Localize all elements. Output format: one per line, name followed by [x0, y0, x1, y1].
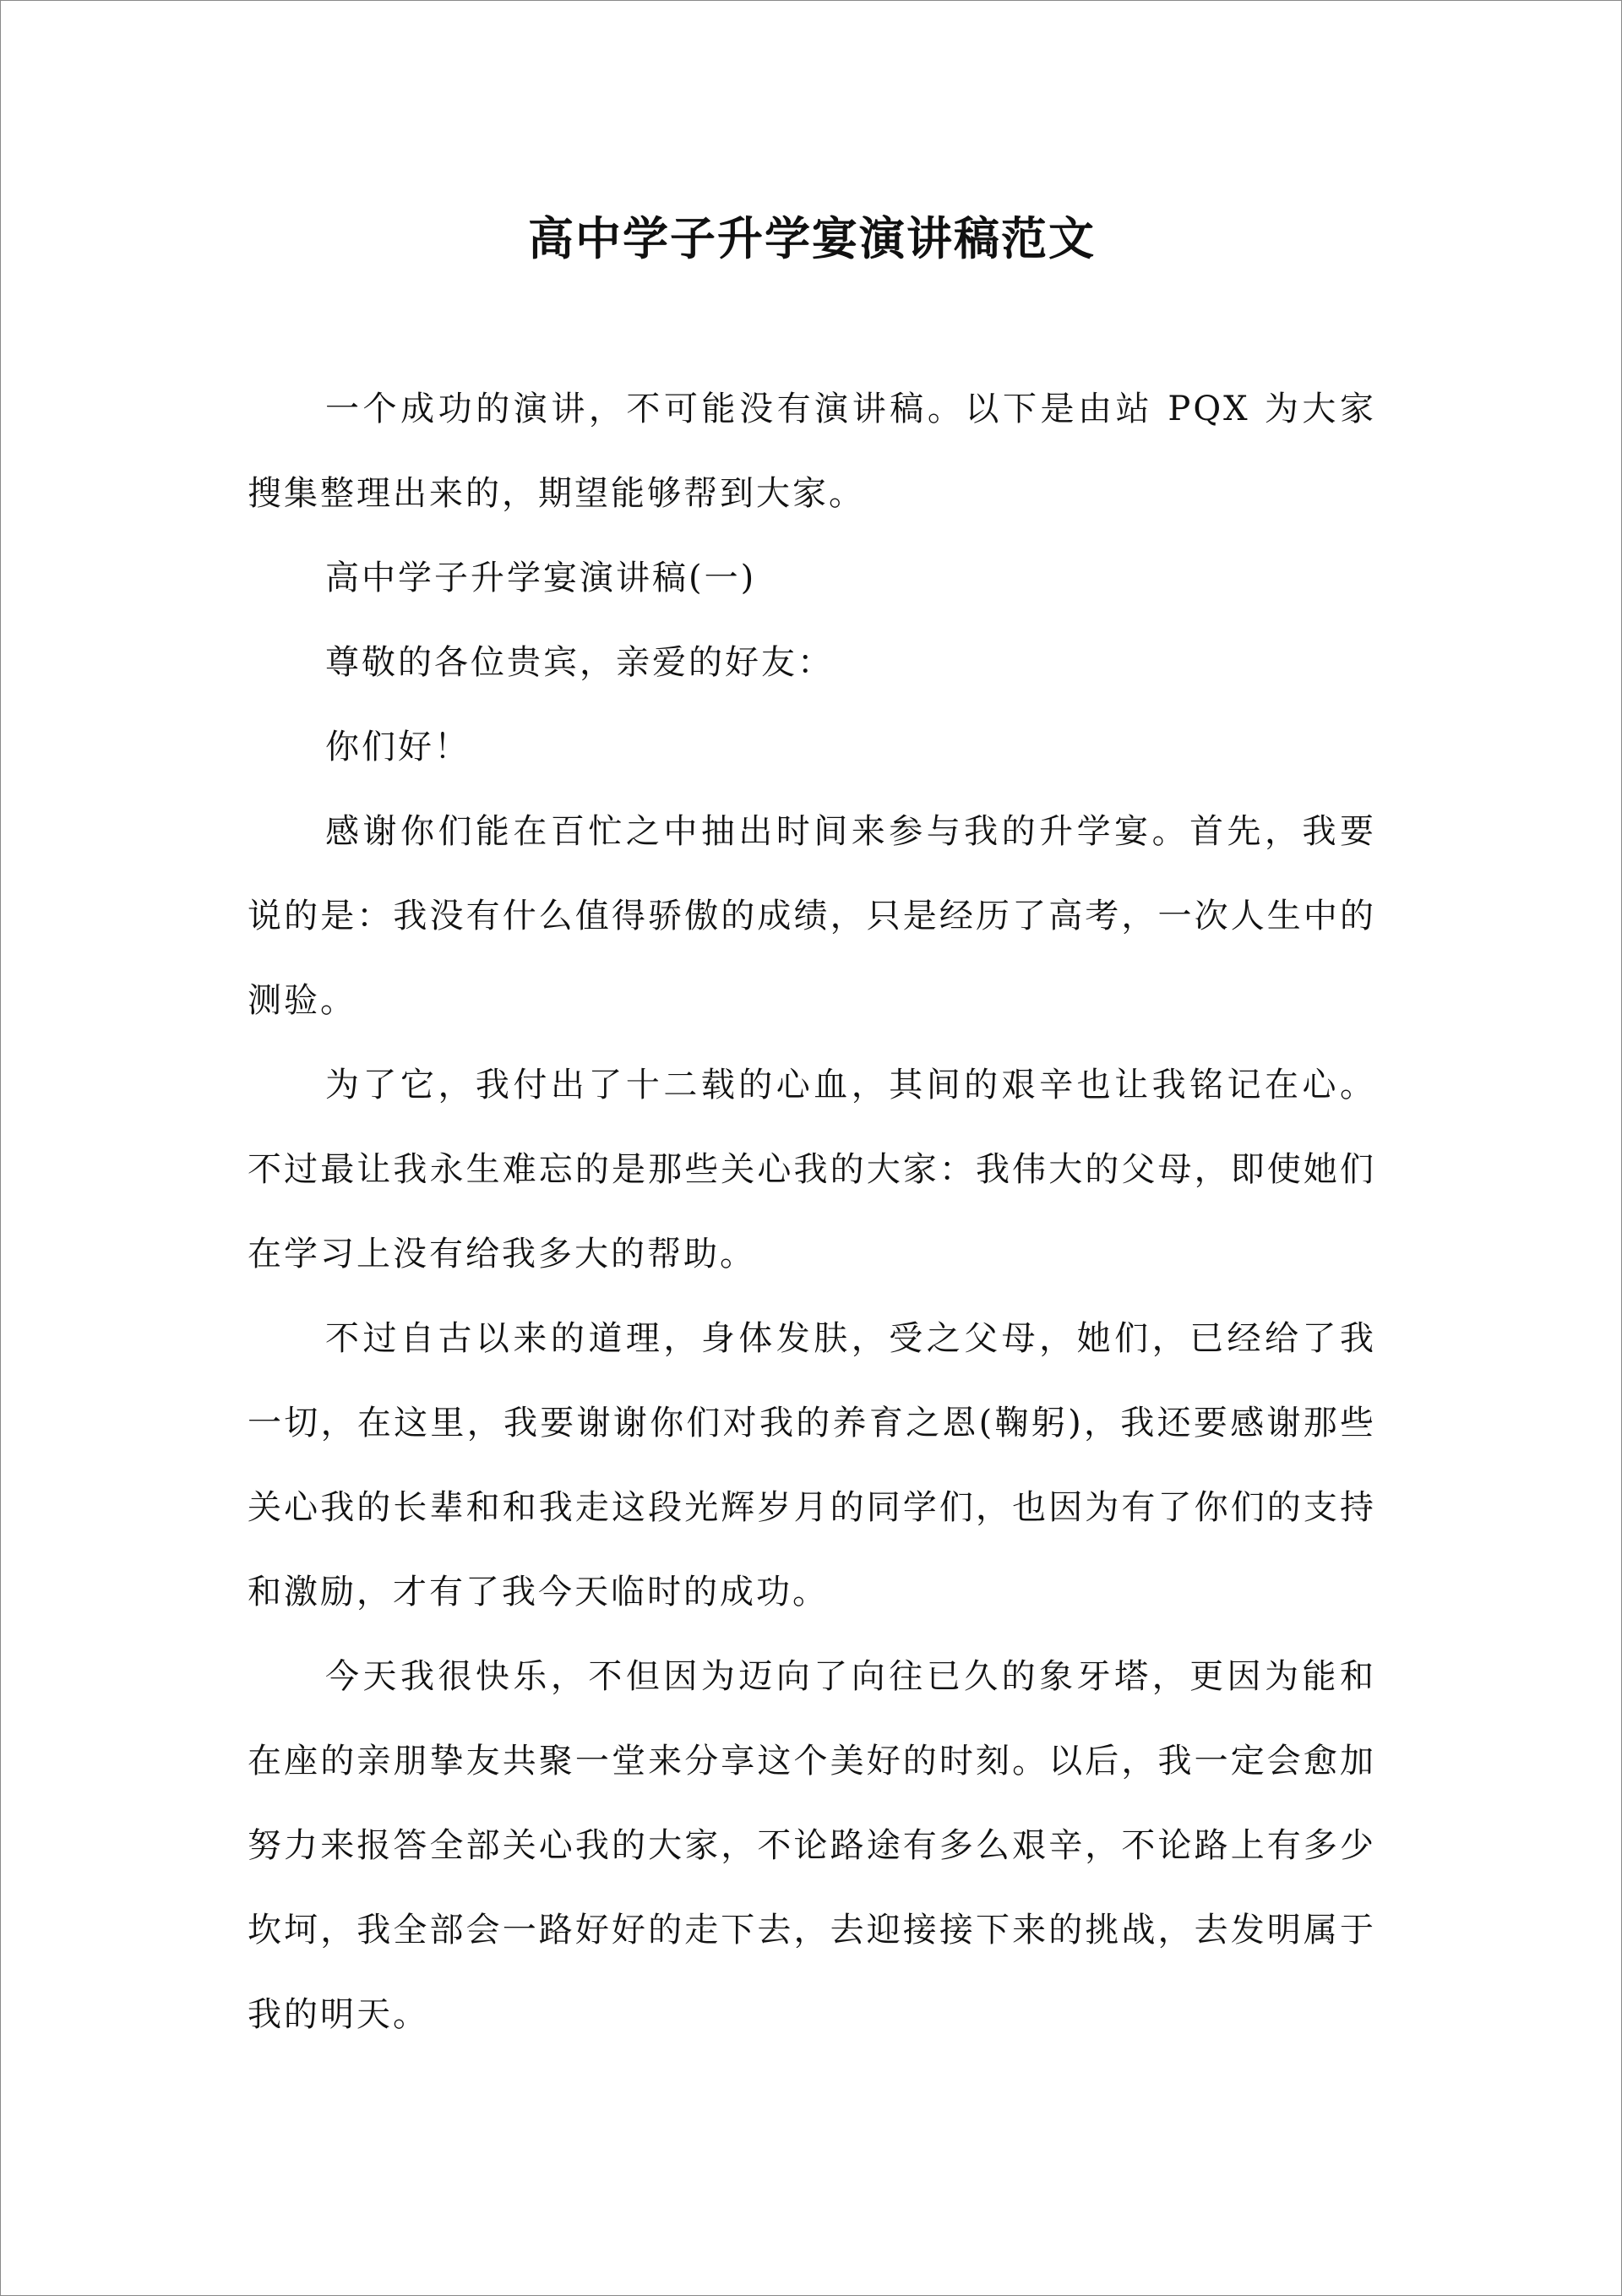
paragraph-future: 今天我很快乐，不但因为迈向了向往已久的象牙塔，更因为能和在座的亲朋挚友共聚一堂来分享这个美好的时刻。以后，我一定会愈加努力来报答全部关心我的大家，不论路途有多么艰辛，不论路上有多少坎坷，我全部会一路好好的走下去，去迎接接下来的挑战，去发明属于我的明天。: [248, 1657, 1376, 2034]
paragraph-effort: 为了它，我付出了十二载的心血，其间的艰辛也让我铭记在心。不过最让我永生难忘的是那些关心我的大家：我伟大的父母，即使她们在学习上没有给我多大的帮助。: [248, 1066, 1376, 1273]
paragraph-greeting: 你们好！: [325, 728, 471, 766]
document-title: 高中学子升学宴演讲稿范文: [528, 211, 1096, 265]
paragraph-intro: 一个成功的演讲，不可能没有演讲稿。以下是由站 PQX 为大家搜集整理出来的，期望能够帮到大家。: [248, 390, 1376, 513]
paragraph-salutation: 尊敬的各位贵宾，亲爱的好友：: [325, 643, 834, 682]
paragraph-gratitude: 不过自古以来的道理，身体发肤，受之父母，她们，已经给了我一切，在这里，我要谢谢你们对我的养育之恩(鞠躬)，我还要感谢那些关心我的长辈和和我走这段光辉岁月的同学们，也因为有了你们的支持和激励，才有了我今天临时的成功。: [248, 1319, 1376, 1612]
paragraph-thanks: 感谢你们能在百忙之中抽出时间来参与我的升学宴。首先，我要说的是：我没有什么值得骄傲的成绩，只是经历了高考，一次人生中的测验。: [248, 812, 1376, 1020]
document-body: [248, 367, 1376, 2057]
paragraph-speech-heading: 高中学子升学宴演讲稿(一): [325, 559, 757, 597]
